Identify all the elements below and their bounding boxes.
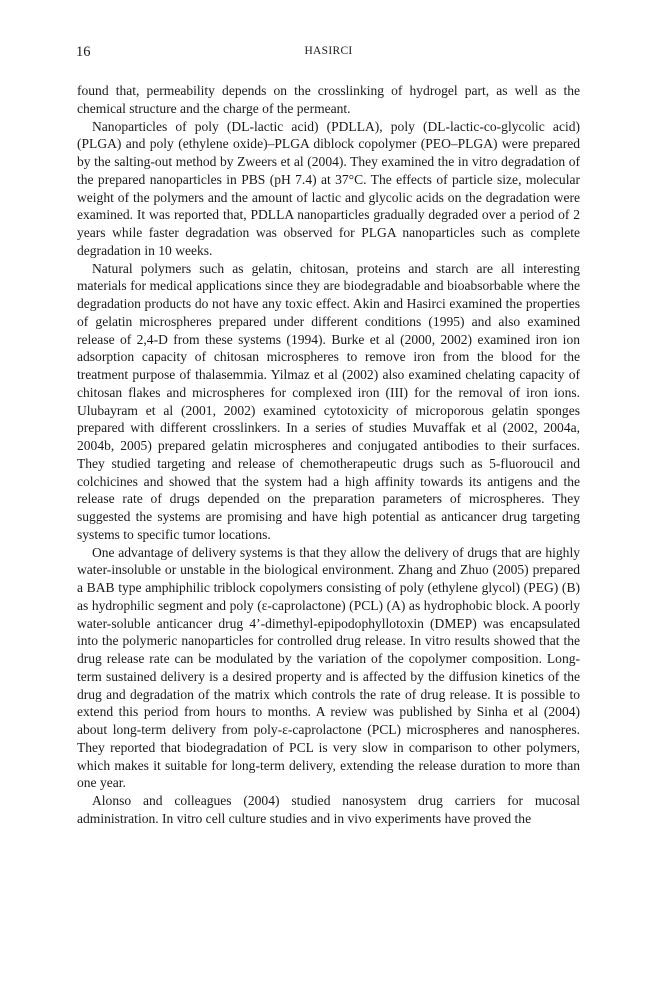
page-number: 16	[76, 44, 91, 60]
paragraph-continuation: found that, permeability depends on the crosslinking of hydrogel part, as well as the chemical structure and the charge of the permeant.	[77, 83, 580, 116]
paragraph-mucosal-administration: Alonso and colleagues (2004) studied nanosystem drug carriers for mucosal administration. In vitro cell culture studies and in vivo experiments have proved the	[77, 793, 580, 826]
running-head	[76, 44, 581, 64]
paragraph-natural-polymers: Natural polymers such as gelatin, chitosan, proteins and starch are all interesting materials for medical applications since they are biodegradable and bioabsorbable where the degradation products do not have any toxic effect. Akin and Hasirci examined the properties of gelatin microspheres prepared under different conditions (1995) and also examined release of 2,4-D from these systems (1994). Burke et al (2000, 2002) examined iron ion adsorption capacity of chitosan microspheres to remove iron from the blood for the treatment purpose of thalasemmia. Yilmaz et al (2002) also examined chelating capacity of chitosan flakes and microspheres for complexed iron (III) for the removal of iron ions. Ulubayram et al (2001, 2002) examined cytotoxicity of microporous gelatin sponges prepared with different crosslinkers. In a series of studies Muvaffak et al (2002, 2004a, 2004b, 2005) prepared gelatin microspheres and conjugated antibodies to their surfaces. They studied targeting and release of chemotherapeutic drugs such as 5-fluoroucil and colchicines and showed that the system had a high affinity towards its antigens and the release rate of drugs depended on the preparation parameters of microspheres. They suggested the systems are promising and have high potential as anticancer drug targeting systems to specific tumor locations.	[77, 260, 580, 542]
paragraph-nanoparticles: Nanoparticles of poly (DL-lactic acid) (PDLLA), poly (DL-lactic-co-glycolic acid) (PLGA) and poly (ethylene oxide)–PLGA diblock copolymer (PEO–PLGA) were prepared by the salting-out method by Zweers et al (2004). They examined the in vitro degradation of the prepared nanoparticles in PBS (pH 7.4) at 37°C. The effects of particle size, molecular weight of the polymers and the amount of lactic and glycolic acids on the degradation were examined. It was reported that, PDLLA nanoparticles gradually degraded over a period of 2 years while faster degradation was observed for PLGA nanoparticles such as complete degradation in 10 weeks.	[77, 118, 580, 258]
paragraph-delivery-systems: One advantage of delivery systems is that they allow the delivery of drugs that are highly water-insoluble or unstable in the biological environment. Zhang and Zhuo (2005) prepared a BAB type amphiphilic triblock copolymers consisting of poly (ethylene glycol) (PEG) (B) as hydrophilic segment and poly (ε-caprolactone) (PCL) (A) as hydrophobic block. A poorly water-soluble anticancer drug 4’-dimethyl-epipodophyllotoxin (DMEP) was encapsulated into the polymeric nanoparticles for controlled drug release. In vitro results showed that the drug release rate can be modulated by the variation of the copolymer composition. Long-term sustained delivery is a desired property and is affected by the diffusion kinetics of the drug and degradation of the matrix which controls the rate of drug release. It is possible to extend this period from hours to months. A review was published by Sinha et al (2004) about long-term delivery from poly-ε-caprolactone (PCL) microspheres and nanospheres. They reported that biodegradation of PCL is very slow in comparison to other polymers, which makes it suitable for long-term delivery, extending the release duration to more than one year.	[77, 544, 580, 791]
body-text	[77, 82, 580, 828]
running-title: HASIRCI	[304, 45, 353, 57]
